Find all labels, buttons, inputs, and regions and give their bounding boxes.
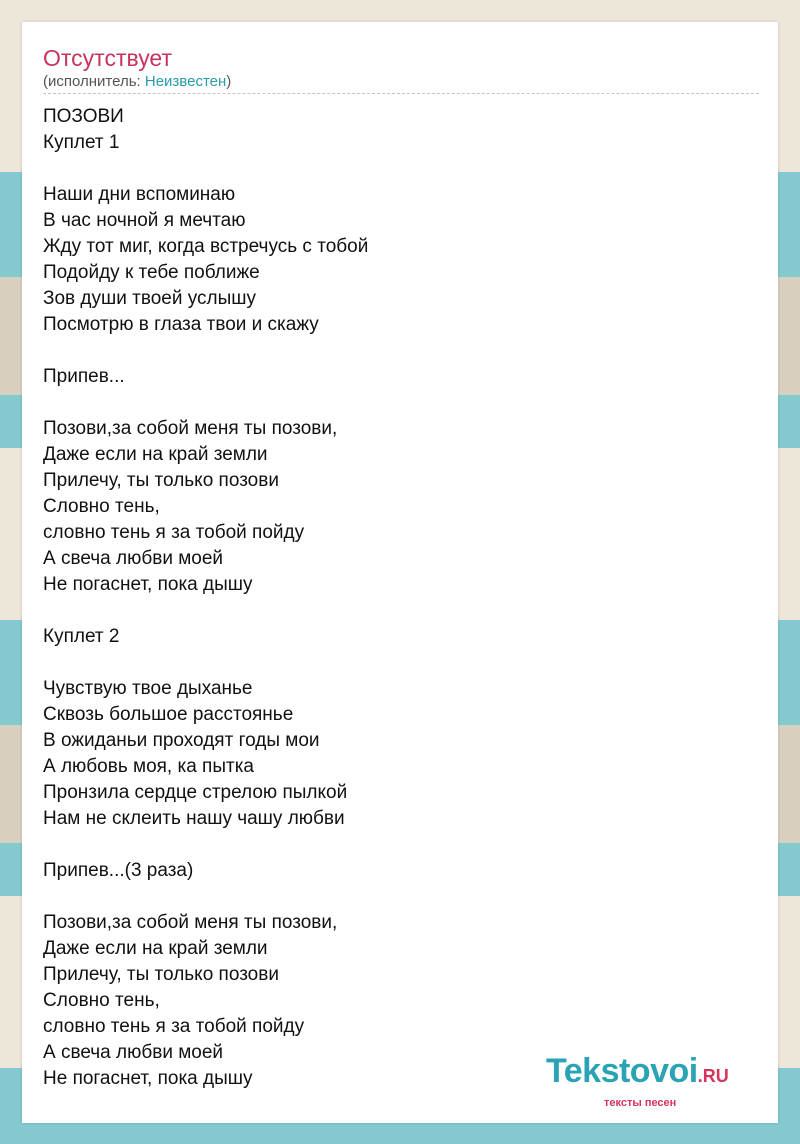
lyric-line: Нам не склеить нашу чашу любви <box>43 808 345 829</box>
lyric-line: Зов души твоей услышу <box>43 288 257 309</box>
lyric-line: Жду тот миг, когда встречусь с тобой <box>43 236 369 257</box>
lyric-line: В час ночной я мечтаю <box>43 210 246 231</box>
artist-link[interactable]: Неизвестен <box>144 73 227 90</box>
logo-domain: .RU <box>697 1066 729 1086</box>
lyric-line: Подойду к тебе поближе <box>43 262 260 283</box>
lyric-line: Даже если на край земли <box>43 938 268 959</box>
lyric-line <box>43 884 759 910</box>
lyric-line <box>43 390 759 416</box>
lyric-line: Сквозь большое расстоянье <box>43 704 294 725</box>
lyrics-sheet <box>22 22 778 1123</box>
lyric-line: Посмотрю в глаза твои и скажу <box>43 314 319 335</box>
lyric-line <box>43 598 759 624</box>
lyric-line: Припев... <box>43 366 125 387</box>
lyric-line: Наши дни вспоминаю <box>43 184 236 205</box>
lyric-line <box>43 832 759 858</box>
lyric-line <box>43 650 759 676</box>
lyric-line: Не погаснет, пока дышу <box>43 1068 253 1089</box>
lyric-line: Чувствую твое дыханье <box>43 678 253 699</box>
lyric-line <box>43 156 759 182</box>
lyric-line: А свеча любви моей <box>43 548 224 569</box>
lyric-line: Не погаснет, пока дышу <box>43 574 253 595</box>
lyric-line: Позови,за собой меня ты позови, <box>43 912 338 933</box>
divider <box>43 93 759 94</box>
lyric-line: Припев...(3 раза) <box>43 860 194 881</box>
lyric-line: Пронзила сердце стрелою пылкой <box>43 782 348 803</box>
lyric-line: Даже если на край земли <box>43 444 268 465</box>
lyrics-body <box>43 104 759 1092</box>
logo-tagline: тексты песен <box>604 1097 677 1109</box>
lyric-line: словно тень я за тобой пойду <box>43 1016 305 1037</box>
lyric-line: Словно тень, <box>43 990 160 1011</box>
lyric-line: Прилечу, ты только позови <box>43 964 279 985</box>
lyric-line: Позови,за собой меня ты позови, <box>43 418 338 439</box>
lyric-line: В ожиданьи проходят годы мои <box>43 730 320 751</box>
lyric-line: ПОЗОВИ <box>43 106 124 127</box>
song-title: Отсутствует <box>43 45 172 71</box>
artist-suffix: ) <box>226 73 232 90</box>
lyric-line <box>43 338 759 364</box>
lyric-line: А любовь моя, ка пытка <box>43 756 255 777</box>
artist-prefix: (исполнитель: <box>43 73 145 90</box>
lyric-line: Прилечу, ты только позови <box>43 470 279 491</box>
lyric-line: Словно тень, <box>43 496 160 517</box>
artist-line <box>43 73 231 91</box>
site-logo[interactable] <box>546 1052 729 1091</box>
lyric-line: Куплет 1 <box>43 132 120 153</box>
lyric-line: словно тень я за тобой пойду <box>43 522 305 543</box>
lyric-line: А свеча любви моей <box>43 1042 224 1063</box>
lyric-line: Куплет 2 <box>43 626 120 647</box>
logo-text: Tekstovoi <box>546 1052 698 1090</box>
